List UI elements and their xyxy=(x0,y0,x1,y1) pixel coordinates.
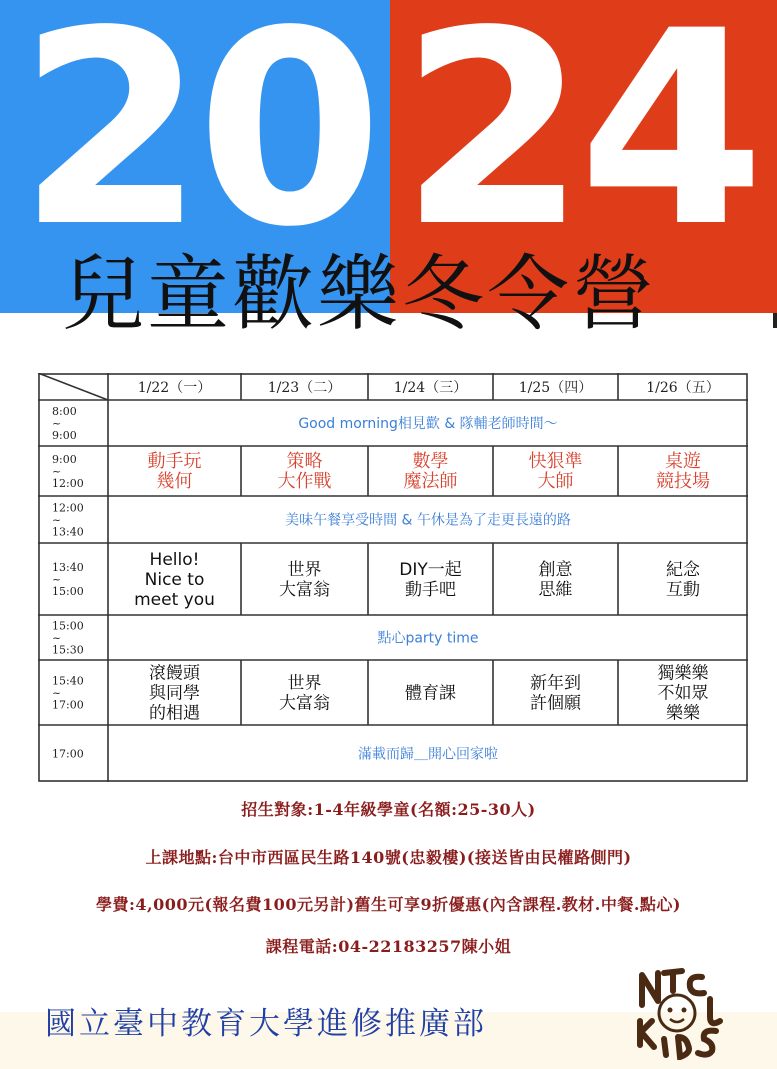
time-label: 8:00 xyxy=(52,405,77,418)
enrollment-target: 招生對象:1-4年級學童(名額:25-30人) xyxy=(241,800,536,819)
activity-cell: 獨樂樂 xyxy=(657,663,709,684)
activity-cell: 魔法師 xyxy=(403,471,458,492)
time-label: 17:00 xyxy=(52,698,84,712)
day-header: 1/26（五） xyxy=(646,380,720,396)
activity-cell: 不如眾 xyxy=(657,683,709,704)
edge-stripe xyxy=(773,313,777,328)
time-label: 13:40 xyxy=(52,561,84,574)
activity-span: 美味午餐享受時間 & 午休是為了走更長遠的路 xyxy=(285,512,571,529)
year-right-digits: 24 xyxy=(400,0,757,286)
activity-cell: 世界 xyxy=(287,673,322,694)
activity-cell: 紀念 xyxy=(666,560,700,580)
activity-cell: 創意 xyxy=(538,560,573,580)
tuition-fee: 學費:4,000元(報名費100元另計)舊生可享9折優惠(內含課程.教材.中餐.點心) xyxy=(95,895,682,914)
time-label: 15:40 xyxy=(52,674,84,688)
activity-cell: 快狠準 xyxy=(528,451,583,472)
activity-cell: 許個願 xyxy=(530,693,581,714)
day-header: 1/24（三） xyxy=(393,380,468,396)
activity-cell: 互動 xyxy=(666,580,700,600)
activity-cell: 樂樂 xyxy=(666,703,700,724)
time-label: 13:40 xyxy=(52,525,84,539)
time-label: 12:00 xyxy=(52,477,84,490)
contact-phone: 課程電話:04-22183257陳小姐 xyxy=(265,937,512,956)
ntcu-kids-logo xyxy=(630,965,725,1060)
activity-cell: 競技場 xyxy=(656,471,710,492)
activity-cell: Hello! xyxy=(149,550,200,570)
camp-title: 兒童歡樂冬令營 xyxy=(62,247,658,342)
time-label: ~ xyxy=(52,513,62,527)
activity-cell: Nice to xyxy=(144,570,205,590)
activity-cell: 策略 xyxy=(286,451,323,472)
time-label: ~ xyxy=(52,686,62,700)
activity-cell: 與同學 xyxy=(149,683,200,704)
time-label: 15:00 xyxy=(52,619,84,633)
activity-span: 滿載而歸＿開心回家啦 xyxy=(358,746,498,763)
time-label: ~ xyxy=(52,465,62,478)
activity-cell: DIY一起 xyxy=(399,560,462,580)
activity-cell: 滾饅頭 xyxy=(149,663,200,684)
organization-name: 國立臺中教育大學進修推廣部 xyxy=(45,1006,487,1042)
time-label: 9:00 xyxy=(52,429,77,442)
activity-cell: 思維 xyxy=(538,580,573,600)
year-left-digits: 20 xyxy=(18,0,375,286)
day-header: 1/23（二） xyxy=(267,380,342,396)
time-label: 12:00 xyxy=(52,501,84,515)
time-label: 9:00 xyxy=(52,453,77,466)
activity-cell: 大師 xyxy=(537,471,574,492)
time-label: 15:00 xyxy=(52,585,84,598)
activity-span: Good morning相見歡 & 隊輔老師時間～ xyxy=(298,416,558,432)
activity-cell: 的相遇 xyxy=(149,703,200,724)
day-header: 1/25（四） xyxy=(518,380,593,396)
day-header: 1/22（一） xyxy=(137,380,212,396)
activity-cell: 大作戰 xyxy=(277,471,332,492)
activity-cell: 動手玩 xyxy=(147,451,202,472)
activity-cell: 大富翁 xyxy=(279,693,330,714)
activity-cell: meet you xyxy=(134,590,215,610)
activity-cell: 桌遊 xyxy=(665,451,701,472)
time-label: ~ xyxy=(52,417,62,430)
time-label: ~ xyxy=(52,573,62,586)
header-diagonal xyxy=(38,373,108,400)
schedule-table xyxy=(38,373,748,782)
time-label: ~ xyxy=(52,631,62,645)
activity-cell: 數學 xyxy=(412,451,449,472)
activity-cell: 世界 xyxy=(287,560,322,580)
class-location: 上課地點:台中市西區民生路140號(忠毅樓)(接送皆由民權路側門) xyxy=(145,848,632,867)
time-label: 15:30 xyxy=(52,643,84,657)
activity-span: 點心party time xyxy=(377,630,479,647)
activity-cell: 大富翁 xyxy=(279,580,330,600)
activity-cell: 動手吧 xyxy=(405,580,456,600)
activity-cell: 幾何 xyxy=(156,471,193,492)
activity-cell: 新年到 xyxy=(530,673,581,694)
time-label: 17:00 xyxy=(52,747,84,761)
activity-cell: 體育課 xyxy=(405,683,456,704)
